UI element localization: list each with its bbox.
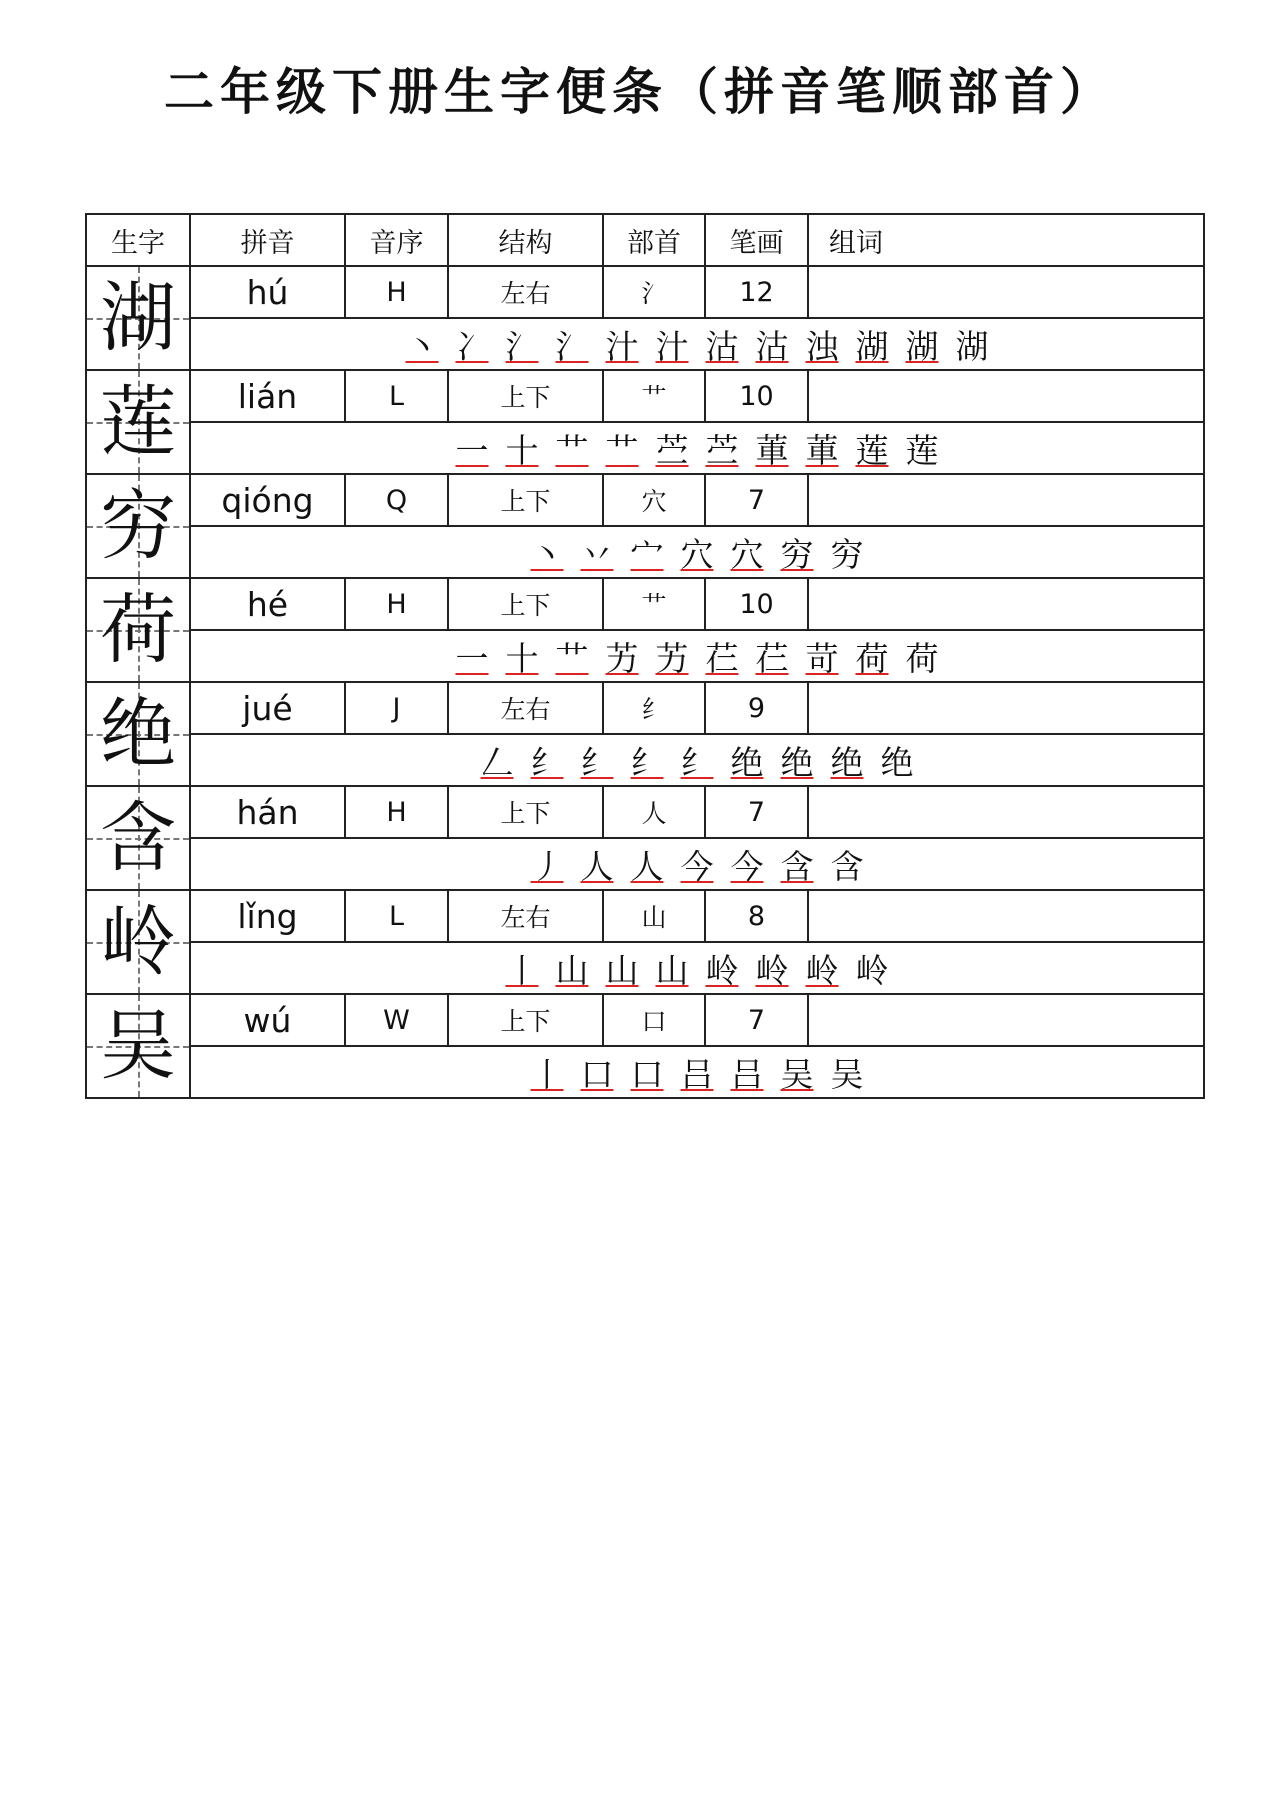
- stroke-order-row: [86, 1046, 1204, 1098]
- stroke-step: 沽: [705, 326, 739, 366]
- stroke-count-cell: 7: [705, 474, 808, 526]
- stroke-count-cell: 10: [705, 578, 808, 630]
- stroke-step: 十: [505, 430, 539, 470]
- order-cell: H: [345, 786, 448, 838]
- header-structure: 结构: [448, 214, 603, 266]
- radical-cell: 口: [603, 994, 705, 1046]
- stroke-order-cell: [190, 318, 1204, 370]
- stroke-step: 吴: [830, 1054, 864, 1094]
- stroke-order-row: [86, 318, 1204, 370]
- stroke-step: 一: [455, 638, 489, 678]
- stroke-step: 山: [555, 950, 589, 990]
- stroke-step: 氵: [505, 326, 539, 366]
- words-cell: [808, 786, 1204, 838]
- radical-cell: 艹: [603, 370, 705, 422]
- character-glyph: 莲: [100, 377, 176, 466]
- character-glyph: 含: [100, 793, 176, 882]
- header-radical: 部首: [603, 214, 705, 266]
- pinyin-cell: lián: [190, 370, 345, 422]
- pinyin-cell: lǐng: [190, 890, 345, 942]
- radical-cell: 山: [603, 890, 705, 942]
- stroke-step: 十: [505, 638, 539, 678]
- stroke-step: 山: [605, 950, 639, 990]
- stroke-step: 岭: [755, 950, 789, 990]
- character-info-row: [86, 578, 1204, 630]
- stroke-step: 荷: [855, 638, 889, 678]
- stroke-step: 今: [680, 846, 714, 886]
- stroke-step: 绝: [830, 742, 864, 782]
- stroke-step: 丨: [505, 950, 539, 990]
- stroke-step: 人: [580, 846, 614, 886]
- stroke-step: 纟: [580, 742, 614, 782]
- words-cell: [808, 370, 1204, 422]
- character-info-row: [86, 786, 1204, 838]
- pinyin-cell: hán: [190, 786, 345, 838]
- structure-cell: 左右: [448, 890, 603, 942]
- page-title: 二年级下册生字便条（拼音笔顺部首）: [164, 63, 1116, 121]
- stroke-step: 纟: [530, 742, 564, 782]
- stroke-step: 纟: [630, 742, 664, 782]
- stroke-step: 宀: [630, 534, 664, 574]
- order-cell: H: [345, 578, 448, 630]
- stroke-order-cell: [190, 1046, 1204, 1098]
- stroke-step: 绝: [880, 742, 914, 782]
- order-cell: H: [345, 266, 448, 318]
- stroke-step: 吕: [730, 1054, 764, 1094]
- character-cell: [86, 474, 190, 578]
- stroke-order-cell: [190, 942, 1204, 994]
- stroke-step: 浊: [805, 326, 839, 366]
- stroke-order-row: [86, 630, 1204, 682]
- stroke-step: 苎: [655, 430, 689, 470]
- stroke-step: 苛: [805, 638, 839, 678]
- character-table: [85, 213, 1205, 1099]
- character-info-row: [86, 890, 1204, 942]
- stroke-step: 丿: [530, 846, 564, 886]
- structure-cell: 左右: [448, 682, 603, 734]
- pinyin-cell: hé: [190, 578, 345, 630]
- stroke-step: 岭: [705, 950, 739, 990]
- stroke-step: 含: [780, 846, 814, 886]
- header-char: 生字: [86, 214, 190, 266]
- stroke-step: 湖: [855, 326, 889, 366]
- words-cell: [808, 682, 1204, 734]
- character-info-row: [86, 474, 1204, 526]
- stroke-step: 莗: [755, 430, 789, 470]
- header-words: 组词: [808, 214, 1204, 266]
- stroke-step: 汁: [655, 326, 689, 366]
- stroke-step: 汁: [605, 326, 639, 366]
- character-info-row: [86, 994, 1204, 1046]
- stroke-count-cell: 12: [705, 266, 808, 318]
- character-cell: [86, 266, 190, 370]
- stroke-step: 丶: [530, 534, 564, 574]
- stroke-step: 穴: [730, 534, 764, 574]
- words-cell: [808, 890, 1204, 942]
- stroke-step: 一: [455, 430, 489, 470]
- stroke-step: 口: [580, 1054, 614, 1094]
- stroke-step: 艹: [555, 638, 589, 678]
- character-cell: [86, 682, 190, 786]
- stroke-step: 吕: [680, 1054, 714, 1094]
- stroke-step: 纟: [680, 742, 714, 782]
- stroke-step: 绝: [780, 742, 814, 782]
- stroke-step: 沽: [755, 326, 789, 366]
- stroke-step: 山: [655, 950, 689, 990]
- stroke-step: 艻: [655, 638, 689, 678]
- header-row: [86, 214, 1204, 266]
- character-glyph: 吴: [100, 1001, 176, 1090]
- stroke-step: 苎: [705, 430, 739, 470]
- header-order: 音序: [345, 214, 448, 266]
- stroke-step: 冫: [455, 326, 489, 366]
- structure-cell: 上下: [448, 994, 603, 1046]
- stroke-step: 今: [730, 846, 764, 886]
- stroke-order-row: [86, 526, 1204, 578]
- stroke-step: 穷: [780, 534, 814, 574]
- character-glyph: 荷: [100, 585, 176, 674]
- radical-cell: 穴: [603, 474, 705, 526]
- stroke-step: 湖: [955, 326, 989, 366]
- stroke-step: 艹: [605, 430, 639, 470]
- stroke-count-cell: 10: [705, 370, 808, 422]
- stroke-count-cell: 7: [705, 994, 808, 1046]
- stroke-step: 穴: [680, 534, 714, 574]
- stroke-count-cell: 7: [705, 786, 808, 838]
- order-cell: W: [345, 994, 448, 1046]
- stroke-step: 含: [830, 846, 864, 886]
- character-glyph: 绝: [100, 689, 176, 778]
- header-pinyin: 拼音: [190, 214, 345, 266]
- stroke-order-cell: [190, 526, 1204, 578]
- stroke-step: 氵: [555, 326, 589, 366]
- stroke-step: 丷: [580, 534, 614, 574]
- character-info-row: [86, 266, 1204, 318]
- character-cell: [86, 890, 190, 994]
- words-cell: [808, 994, 1204, 1046]
- stroke-step: 艻: [605, 638, 639, 678]
- radical-cell: 艹: [603, 578, 705, 630]
- stroke-step: 绝: [730, 742, 764, 782]
- order-cell: Q: [345, 474, 448, 526]
- stroke-order-cell: [190, 734, 1204, 786]
- stroke-step: 岭: [855, 950, 889, 990]
- stroke-step: 丨: [530, 1054, 564, 1094]
- words-cell: [808, 266, 1204, 318]
- order-cell: J: [345, 682, 448, 734]
- character-info-row: [86, 370, 1204, 422]
- radical-cell: 人: [603, 786, 705, 838]
- stroke-step: 莲: [905, 430, 939, 470]
- stroke-order-row: [86, 422, 1204, 474]
- stroke-step: 𠃋: [480, 742, 514, 782]
- stroke-step: 莗: [805, 430, 839, 470]
- words-cell: [808, 578, 1204, 630]
- character-glyph: 穷: [100, 481, 176, 570]
- stroke-step: 芢: [705, 638, 739, 678]
- stroke-order-row: [86, 734, 1204, 786]
- stroke-order-cell: [190, 630, 1204, 682]
- radical-cell: 纟: [603, 682, 705, 734]
- character-cell: [86, 994, 190, 1098]
- pinyin-cell: jué: [190, 682, 345, 734]
- radical-cell: 氵: [603, 266, 705, 318]
- order-cell: L: [345, 370, 448, 422]
- stroke-order-row: [86, 942, 1204, 994]
- character-cell: [86, 370, 190, 474]
- character-info-row: [86, 682, 1204, 734]
- structure-cell: 左右: [448, 266, 603, 318]
- character-glyph: 湖: [100, 273, 176, 362]
- stroke-step: 芢: [755, 638, 789, 678]
- pinyin-cell: hú: [190, 266, 345, 318]
- stroke-step: 岭: [805, 950, 839, 990]
- stroke-step: 荷: [905, 638, 939, 678]
- stroke-step: 吴: [780, 1054, 814, 1094]
- pinyin-cell: qióng: [190, 474, 345, 526]
- header-strokes: 笔画: [705, 214, 808, 266]
- pinyin-cell: wú: [190, 994, 345, 1046]
- character-glyph: 岭: [100, 897, 176, 986]
- stroke-count-cell: 9: [705, 682, 808, 734]
- stroke-count-cell: 8: [705, 890, 808, 942]
- stroke-step: 口: [630, 1054, 664, 1094]
- structure-cell: 上下: [448, 370, 603, 422]
- stroke-step: 湖: [905, 326, 939, 366]
- stroke-order-cell: [190, 838, 1204, 890]
- stroke-order-cell: [190, 422, 1204, 474]
- structure-cell: 上下: [448, 578, 603, 630]
- stroke-step: 丶: [405, 326, 439, 366]
- structure-cell: 上下: [448, 786, 603, 838]
- stroke-step: 穷: [830, 534, 864, 574]
- structure-cell: 上下: [448, 474, 603, 526]
- order-cell: L: [345, 890, 448, 942]
- stroke-order-row: [86, 838, 1204, 890]
- words-cell: [808, 474, 1204, 526]
- stroke-step: 人: [630, 846, 664, 886]
- stroke-step: 莲: [855, 430, 889, 470]
- stroke-step: 艹: [555, 430, 589, 470]
- character-cell: [86, 786, 190, 890]
- character-cell: [86, 578, 190, 682]
